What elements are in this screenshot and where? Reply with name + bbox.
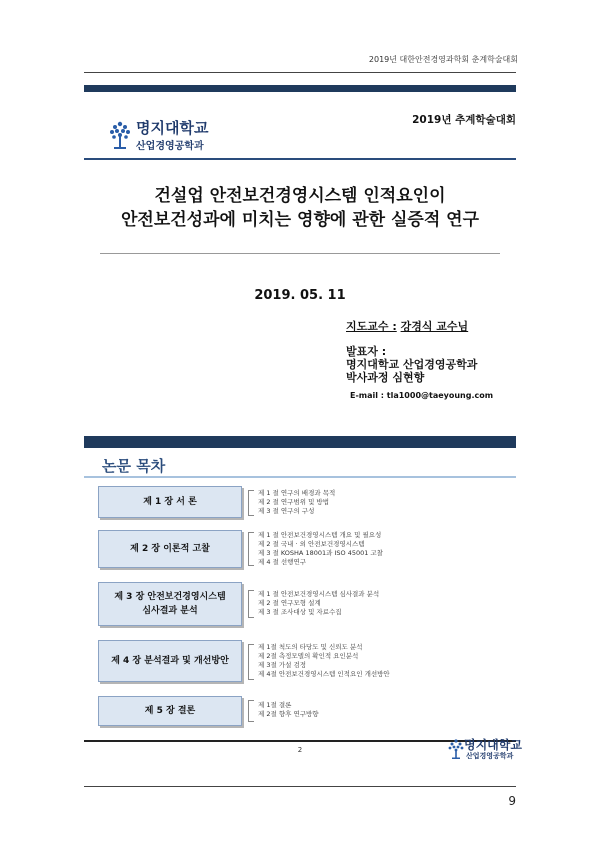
title-divider xyxy=(100,253,500,254)
chapter-3-box xyxy=(98,582,242,626)
chapter-4-bracket xyxy=(248,644,254,680)
chapter-1-bracket xyxy=(248,490,254,516)
page-number: 9 xyxy=(508,794,516,808)
section-item: 제 1 절 연구의 배경과 목적 xyxy=(258,489,336,497)
presentation-date: 2019. 05. 11 xyxy=(254,288,346,303)
section-item: 제 2절 측정모델의 확인적 요인분석 xyxy=(258,652,359,660)
section-item: 제 2 절 연구범위 및 방법 xyxy=(258,498,329,506)
section-item: 제 2 절 국내 · 외 안전보건경영시스템 xyxy=(258,540,365,548)
chapter-5-box xyxy=(98,696,242,726)
section-item: 제 4 절 선행연구 xyxy=(258,558,307,566)
slide-number: 2 xyxy=(297,746,303,754)
chapter-1-sections xyxy=(258,489,335,516)
section-item: 제 4절 안전보건경영시스템 인적요인 개선방안 xyxy=(258,670,390,678)
chapter-4-sections xyxy=(258,643,390,679)
chapter-2-bracket xyxy=(248,532,254,566)
page-footer-line xyxy=(84,786,516,787)
footer-logo-dept: 산업경영공학과 xyxy=(466,752,514,760)
chapter-2-sections xyxy=(258,531,383,567)
chapter-label: 제 3 장 안전보건경영시스템 xyxy=(114,592,226,602)
chapter-label-2: 심사결과 분석 xyxy=(142,606,198,616)
section-item: 제 1 절 안전보건경영시스템 개요 및 필요성 xyxy=(258,531,382,539)
chapter-1-box xyxy=(98,486,242,518)
section-item: 제 1절 척도의 타당도 및 신뢰도 분석 xyxy=(258,643,363,651)
section-item: 제 1 절 안전보건경영시스템 심사결과 분석 xyxy=(258,590,380,598)
chapter-3-bracket xyxy=(248,590,254,618)
chapter-label: 제 4 장 분석결과 및 개선방안 xyxy=(111,656,229,666)
section-item: 제 1절 결론 xyxy=(258,701,292,709)
section-item: 제 3 절 KOSHA 18001과 ISO 45001 고찰 xyxy=(258,549,383,557)
chapter-3-sections xyxy=(258,590,379,617)
conference-label: 2019년 추계학술대회 xyxy=(412,114,516,126)
section-item: 제 2절 향후 연구방향 xyxy=(258,710,319,718)
title-line-2: 안전보건성과에 미치는 영향에 관한 실증적 연구 xyxy=(120,210,480,230)
logo-university-name: 명지대학교 xyxy=(136,119,209,137)
logo-divider xyxy=(84,158,516,160)
running-header: 2019년 대한안전경영과학회 춘계학술대회 xyxy=(368,55,518,64)
toc-divider xyxy=(84,476,516,478)
logo-department: 산업경영공학과 xyxy=(136,141,204,152)
section-item: 제 2 절 연구모형 설계 xyxy=(258,599,321,607)
footer-logo-name: 명지대학교 xyxy=(464,738,522,752)
toc-top-bar xyxy=(84,436,516,448)
slide-top-bar xyxy=(84,85,516,92)
chapter-label: 제 1 장 서 론 xyxy=(143,497,197,507)
chapter-label: 제 2 장 이론적 고찰 xyxy=(130,544,210,554)
chapter-2-box xyxy=(98,530,242,568)
toc-title: 논문 목차 xyxy=(102,457,166,475)
advisor xyxy=(346,318,468,334)
chapter-4-box xyxy=(98,640,242,682)
chapter-5-bracket xyxy=(248,700,254,722)
advisor-label: 지도교수 : xyxy=(346,320,397,333)
footer-logo-icon xyxy=(446,737,466,761)
chapter-label: 제 5 장 결론 xyxy=(144,706,196,716)
presenter-label: 발표자 : xyxy=(346,345,387,358)
section-item: 제 3절 가설 검정 xyxy=(258,661,307,669)
presenter-email: E-mail : tla1000@taeyoung.com xyxy=(350,391,494,400)
presenter xyxy=(346,345,477,384)
presenter-line-1: 명지대학교 산업경영공학과 xyxy=(346,358,478,371)
presenter-line-2: 박사과정 심현향 xyxy=(346,371,425,384)
chapter-5-sections xyxy=(258,701,319,719)
header-divider xyxy=(84,72,516,73)
section-item: 제 3 절 연구의 구성 xyxy=(258,507,315,515)
advisor-name: 강경식 교수님 xyxy=(400,320,469,333)
section-item: 제 3 절 조사대상 및 자료수집 xyxy=(258,608,342,616)
title-line-1: 건설업 안전보건경영시스템 인적요인이 xyxy=(154,186,446,206)
